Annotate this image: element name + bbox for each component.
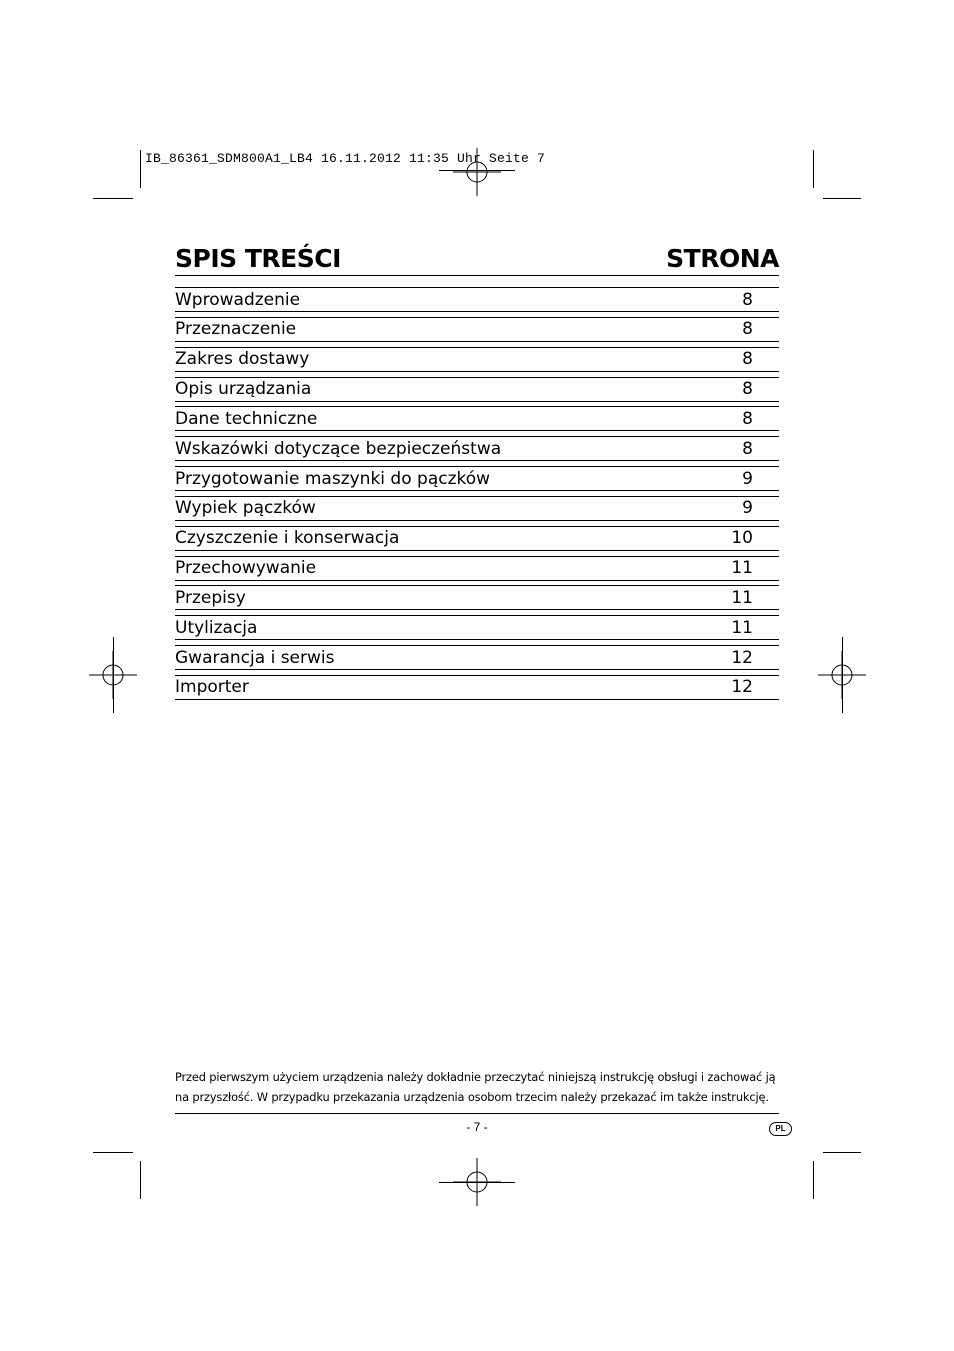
toc-entry-label: Przeznaczenie — [175, 319, 297, 340]
toc-entry-page: 11 — [731, 617, 753, 638]
toc-row[interactable] — [175, 675, 779, 705]
language-badge: PL — [769, 1122, 792, 1136]
toc-row[interactable] — [175, 645, 779, 675]
crop-mark — [113, 637, 114, 713]
toc-row[interactable] — [175, 377, 779, 407]
toc-entry-label: Wskazówki dotyczące bezpieczeństwa — [175, 438, 502, 459]
toc-entry-label: Gwarancja i serwis — [175, 647, 335, 668]
toc-title: SPIS TREŚCI — [175, 244, 341, 273]
toc-entry-page: 11 — [731, 587, 753, 608]
toc-entry-page: 12 — [731, 647, 753, 668]
crop-mark — [813, 1161, 814, 1199]
toc-entry-label: Przechowywanie — [175, 558, 317, 579]
toc-entry-label: Opis urządzania — [175, 379, 312, 400]
toc-row[interactable] — [175, 287, 779, 317]
toc-page-header: STRONA — [666, 244, 779, 273]
toc-entry-label: Zakres dostawy — [175, 349, 310, 370]
toc-entry-label: Utylizacja — [175, 617, 258, 638]
page-number: - 7 - — [466, 1120, 488, 1134]
toc-entry-page: 8 — [742, 349, 753, 370]
toc-row[interactable] — [175, 585, 779, 615]
toc-entry-page: 8 — [742, 319, 753, 340]
toc-entry-page: 10 — [731, 528, 753, 549]
crop-mark — [140, 150, 141, 188]
toc-entry-page: 9 — [742, 498, 753, 519]
toc-row[interactable] — [175, 466, 779, 496]
toc-row[interactable] — [175, 496, 779, 526]
toc-entry-page: 8 — [742, 289, 753, 310]
crop-mark — [140, 1161, 141, 1199]
toc-entry-label: Czyszczenie i konserwacja — [175, 528, 400, 549]
crop-mark — [439, 1182, 515, 1183]
toc-list — [175, 287, 779, 705]
toc-row[interactable] — [175, 406, 779, 436]
toc-row[interactable] — [175, 436, 779, 466]
toc-header — [175, 244, 779, 274]
toc-entry-label: Importer — [175, 677, 249, 698]
print-slug: IB_86361_SDM800A1_LB4 16.11.2012 11:35 Uhr Seite 7 — [145, 151, 546, 166]
crop-mark — [813, 150, 814, 188]
toc-row[interactable] — [175, 347, 779, 377]
crop-mark — [842, 637, 843, 713]
toc-entry-label: Wypiek pączków — [175, 498, 316, 519]
crop-mark — [823, 1152, 861, 1153]
toc-entry-page: 8 — [742, 438, 753, 459]
crop-mark — [93, 1152, 133, 1153]
toc-row[interactable] — [175, 317, 779, 347]
notice-divider — [175, 1113, 779, 1114]
toc-entry-label: Wprowadzenie — [175, 289, 301, 310]
toc-entry-label: Przygotowanie maszynki do pączków — [175, 468, 491, 489]
notice-text: Przed pierwszym użyciem urządzenia należy dokładnie przeczytać niniejszą instrukcję obsługi i zachować ją na przyszłość. W przypadku przekazania urządzenia osobom trzecim należy przekazać im także instrukcję. — [175, 1070, 776, 1104]
toc-row[interactable] — [175, 615, 779, 645]
toc-entry-page: 12 — [731, 677, 753, 698]
toc-row[interactable] — [175, 556, 779, 586]
crop-mark — [823, 198, 861, 199]
toc-entry-page: 8 — [742, 408, 753, 429]
toc-entry-label: Dane techniczne — [175, 408, 318, 429]
toc-entry-page: 11 — [731, 558, 753, 579]
toc-entry-page: 9 — [742, 468, 753, 489]
crop-mark — [93, 198, 133, 199]
toc-entry-page: 8 — [742, 379, 753, 400]
toc-entry-label: Przepisy — [175, 587, 246, 608]
toc-row[interactable] — [175, 526, 779, 556]
registration-mark-icon — [453, 148, 501, 196]
crop-mark — [439, 170, 515, 171]
title-divider — [175, 275, 779, 276]
